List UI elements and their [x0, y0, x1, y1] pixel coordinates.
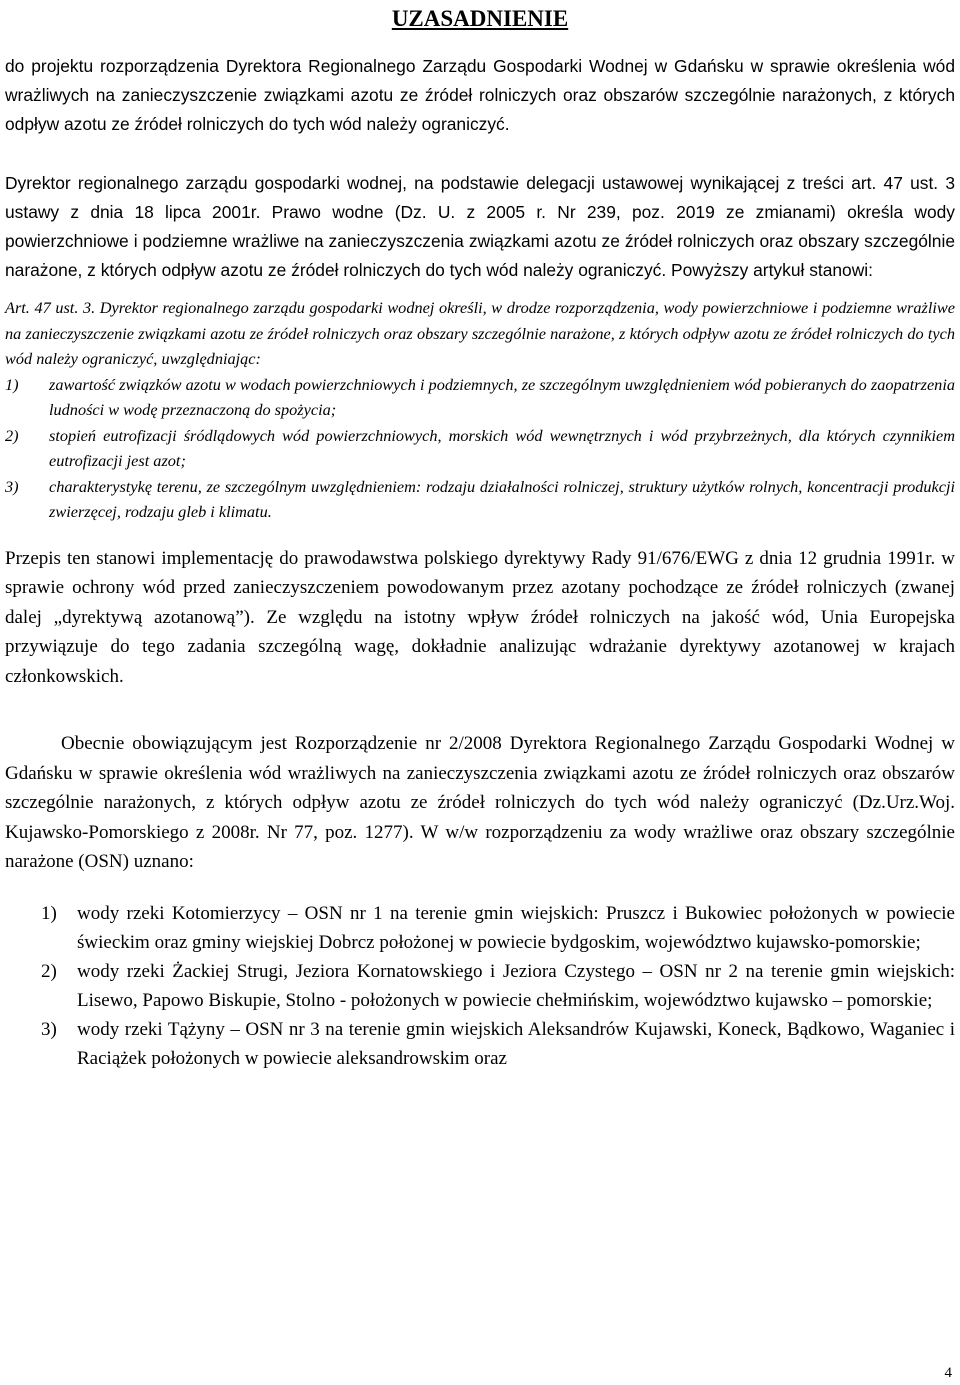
list-item-number: 1) [5, 374, 19, 394]
list-item [5, 957, 955, 1015]
list-item-number: 3) [5, 476, 19, 496]
list-item [5, 1015, 955, 1073]
list-item-text: stopień eutrofizacji śródlądowych wód powierzchniowych, morskich wód wewnętrznych i wód przybrzeżnych, dla których czynnikiem eutrofizacji jest azot; [49, 425, 955, 471]
article-quote-text: Art. 47 ust. 3. Dyrektor regionalnego zarządu gospodarki wodnej określi, w drodze rozporządzenia, wody powierzchniowe i podziemne wrażliwe na zanieczyszczenie związkami azotu ze źródeł rolniczych oraz obszary szczególnie narażone, z których odpływ azotu ze źródeł rolniczych do tych wód należy ograniczyć, uwzględniając: [5, 298, 955, 369]
list-item [5, 474, 955, 525]
list-item-text: wody rzeki Żackiej Strugi, Jeziora Kornatowskiego i Jeziora Czystego – OSN nr 2 na terenie gmin wiejskich: Lisewo, Papowo Biskupie, Stolno - położonych w powiecie chełmińskim, województwo kujawsko – pomorskie; [77, 960, 955, 1011]
current-regulation-paragraph: Obecnie obowiązującym jest Rozporządzenie nr 2/2008 Dyrektora Regionalnego Zarządu Gospodarki Wodnej w Gdańsku w sprawie określenia wód wrażliwych na zanieczyszczenia związkami azotu ze źródeł rolniczych oraz obszarów szczególnie narażonych, z których odpływ azotu ze źródeł rolniczych do tych wód należy ograniczyć (Dz.Urz.Woj. Kujawsko-Pomorskiego z 2008r. Nr 77, poz. 1277). W w/w rozporządzeniu za wody wrażliwe oraz obszary szczególnie narażone (OSN) uznano: [5, 733, 955, 873]
page-number: 4 [944, 1365, 952, 1381]
directive-paragraph: Przepis ten stanowi implementację do prawodawstwa polskiego dyrektywy Rady 91/676/EWG z dnia 12 grudnia 1991r. w sprawie ochrony wód przed zanieczyszczeniem powodowanym przez azotany pochodzące ze źródeł rolniczych (zwanej dalej „dyrektywą azotanową”). Ze względu na istotny wpływ źródeł rolniczych na jakość wód, Unia Europejska przywiązuje do tego zadania szczególną wagę, dokładnie analizując wdrażanie dyrektywy azotanowej w krajach członkowskich. [5, 547, 955, 687]
list-item [5, 372, 955, 423]
list-item-text: wody rzeki Tążyny – OSN nr 3 na terenie gmin wiejskich Aleksandrów Kujawski, Koneck, Bądkowo, Waganiec i Raciążek położonych w powiecie aleksandrowskim oraz [77, 1018, 955, 1069]
article-quote [5, 295, 955, 525]
intro-paragraph: do projektu rozporządzenia Dyrektora Regionalnego Zarządu Gospodarki Wodnej w Gdańsku w sprawie określenia wód wrażliwych na zanieczyszczenie związkami azotu ze źródeł rolniczych oraz obszarów szczególnie narażonych, z których odpływ azotu ze źródeł rolniczych do tych wód należy ograniczyć. [5, 56, 955, 135]
list-item [5, 423, 955, 474]
list-item-number: 2) [5, 425, 19, 445]
list-item-text: wody rzeki Kotomierzycy – OSN nr 1 na terenie gmin wiejskich: Pruszcz i Bukowiec położonych w powiecie świeckim oraz gminy wiejskiej Dobrcz położonej w powiecie bydgoskim, województwo kujawsko-pomorskie; [77, 902, 955, 953]
document-page [5, 0, 955, 1073]
list-item-number: 3) [41, 1018, 57, 1040]
article-quote-list [5, 372, 955, 525]
list-item [5, 899, 955, 957]
legal-basis-paragraph: Dyrektor regionalnego zarządu gospodarki wodnej, na podstawie delegacji ustawowej wynikającej z treści art. 47 ust. 3 ustawy z dnia 18 lipca 2001r. Prawo wodne (Dz. U. z 2005 r. Nr 239, poz. 2019 ze zmianami) określa wody powierzchniowe i podziemne wrażliwe na zanieczyszczenia związkami azotu ze źródeł rolniczych oraz obszary szczególnie narażone, z których odpływ azotu ze źródeł rolniczych do tych wód należy ograniczyć. Powyższy artykuł stanowi: [5, 172, 955, 281]
list-item-number: 2) [41, 960, 57, 982]
list-item-text: zawartość związków azotu w wodach powierzchniowych i podziemnych, ze szczególnym uwzględnieniem wód pobieranych do zaopatrzenia ludności w wodę przeznaczoną do spożycia; [49, 374, 955, 420]
page-title: UZASADNIENIE [391, 6, 569, 31]
list-item-number: 1) [41, 902, 57, 924]
list-item-text: charakterystykę terenu, ze szczególnym uwzględnieniem: rodzaju działalności rolniczej, struktury użytków rolnych, koncentracji produkcji zwierzęcej, rodzaju gleb i klimatu. [49, 476, 955, 522]
osn-list [5, 899, 955, 1073]
